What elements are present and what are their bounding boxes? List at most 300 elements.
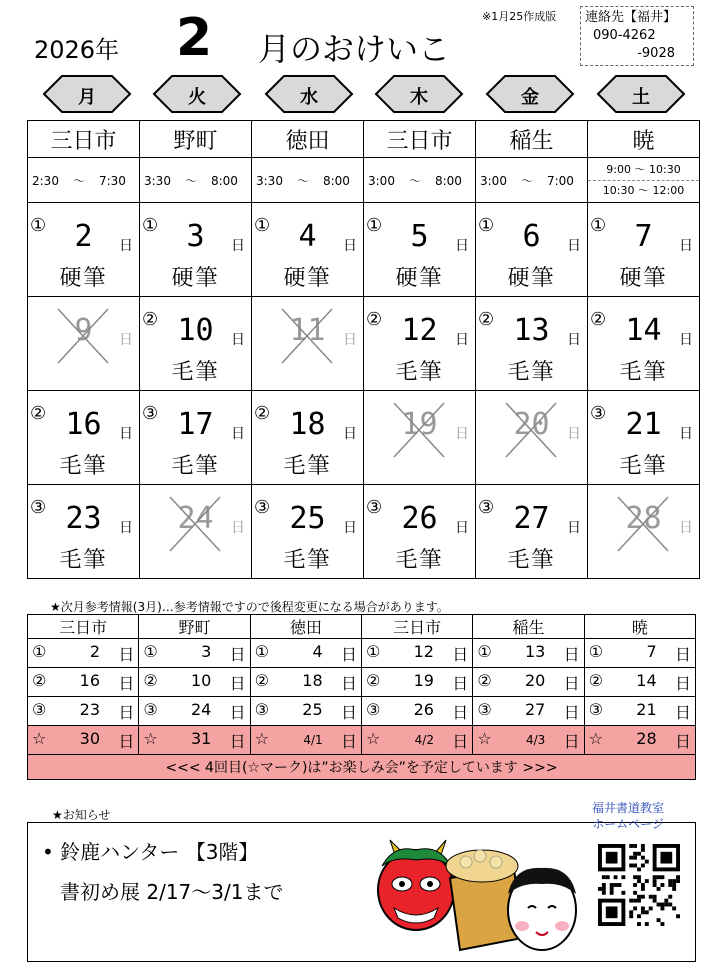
lesson-number: ☆ <box>143 728 158 748</box>
lesson-type: 毛筆 <box>507 548 556 573</box>
oni-icon <box>378 840 454 930</box>
lesson-number: ② <box>366 309 383 330</box>
next-month-cell <box>139 639 250 668</box>
page-title: 月のおけいこ <box>258 30 451 68</box>
day-number: 12 <box>401 313 438 348</box>
weekday-tab <box>264 74 354 114</box>
next-month-cell <box>473 697 584 726</box>
cancel-cross-icon <box>364 391 475 484</box>
day-box <box>588 203 699 296</box>
lesson-number: ② <box>477 670 492 690</box>
day-number: 20 <box>524 670 546 690</box>
lesson-number: ③ <box>30 497 47 518</box>
calendar-cell <box>476 297 588 391</box>
time-cell <box>364 158 476 203</box>
time-end: 8:00 <box>434 173 462 188</box>
day-suffix: 日 <box>229 731 246 751</box>
weekday-tab <box>485 74 575 114</box>
day-number: 10 <box>190 670 212 690</box>
lesson-number: ③ <box>142 403 159 424</box>
day-number: 26 <box>401 501 438 536</box>
day-number: 28 <box>636 728 657 748</box>
calendar-cell <box>364 203 476 297</box>
lesson-number: ① <box>478 215 495 236</box>
day-number: 12 <box>413 641 434 661</box>
next-month-cell <box>584 726 695 755</box>
day-suffix: 日 <box>343 238 357 254</box>
school-name: 福井書道教室 <box>592 801 665 815</box>
next-month-cell <box>473 639 584 668</box>
day-box <box>28 391 139 484</box>
lesson-number: ③ <box>143 699 158 719</box>
day-suffix: 日 <box>563 673 580 693</box>
day-number: 18 <box>289 407 326 442</box>
lesson-number: ① <box>142 215 159 236</box>
weekday-label: 木 <box>410 87 428 108</box>
lesson-type: 毛筆 <box>283 454 332 479</box>
weekday-label: 月 <box>78 87 96 108</box>
month-number: 2 <box>176 8 213 68</box>
day-suffix: 日 <box>118 702 135 722</box>
day-number: 2 <box>74 219 93 254</box>
next-location-cell: 暁 <box>584 615 695 639</box>
weekday-label: 水 <box>300 87 318 108</box>
day-box <box>588 485 699 578</box>
calendar-cell <box>28 485 140 579</box>
week-row <box>28 297 700 391</box>
lesson-number: ② <box>365 670 381 690</box>
next-month-row <box>28 668 696 697</box>
lesson-number: ☆ <box>477 728 492 748</box>
day-box <box>476 203 587 296</box>
day-number: 28 <box>625 501 662 536</box>
time-range <box>28 172 139 189</box>
time-cell <box>140 158 252 203</box>
time-cell <box>588 158 700 203</box>
day-number: 19 <box>401 407 438 442</box>
day-number: 4/1 <box>303 732 323 747</box>
day-box <box>364 297 475 390</box>
cancel-cross-icon <box>252 297 363 390</box>
next-month-cell <box>139 697 250 726</box>
lesson-number: ② <box>142 309 159 330</box>
day-number: 27 <box>513 501 550 536</box>
cancel-cross-icon <box>140 485 251 578</box>
day-number: 19 <box>413 670 434 690</box>
day-box <box>28 297 139 390</box>
event-note: <<< 4回目(☆マーク)は”お楽しみ会”を予定しています >>> <box>28 755 696 780</box>
location-cell: 三日市 <box>364 121 476 158</box>
calendar-cell <box>28 391 140 485</box>
day-number: 13 <box>524 641 546 661</box>
location-cell: 稲生 <box>476 121 588 158</box>
time-sep: ～ <box>184 173 197 188</box>
day-number: 6 <box>522 219 541 254</box>
lesson-number: ② <box>143 670 158 690</box>
day-number: 17 <box>177 407 214 442</box>
weekday-tab <box>596 74 686 114</box>
day-suffix: 日 <box>674 644 691 664</box>
calendar-cell <box>28 203 140 297</box>
day-number: 10 <box>177 313 214 348</box>
lesson-number: ② <box>588 670 603 690</box>
day-number: 23 <box>65 501 102 536</box>
day-box <box>476 485 587 578</box>
lesson-number: ☆ <box>588 728 603 748</box>
day-suffix: 日 <box>231 238 245 254</box>
day-number: 7 <box>646 641 657 661</box>
day-number: 16 <box>65 407 102 442</box>
next-month-row <box>28 697 696 726</box>
weekday-label: 土 <box>632 87 650 108</box>
time-start: 3:00 <box>480 173 507 188</box>
day-suffix: 日 <box>563 731 580 751</box>
contact-line: 090-4262 <box>593 28 656 43</box>
lesson-number: ③ <box>590 403 607 424</box>
day-suffix: 日 <box>455 426 469 442</box>
day-box <box>364 391 475 484</box>
schedule-table <box>27 120 700 579</box>
day-number: 4/2 <box>414 732 434 747</box>
lesson-type: 硬筆 <box>59 266 108 291</box>
day-suffix: 日 <box>229 702 246 722</box>
calendar-cell <box>364 297 476 391</box>
day-suffix: 日 <box>567 520 581 536</box>
location-cell: 野町 <box>140 121 252 158</box>
event-note-row <box>28 755 696 780</box>
day-suffix: 日 <box>567 426 581 442</box>
day-box <box>140 485 251 578</box>
calendar-cell <box>364 391 476 485</box>
calendar-cell <box>476 485 588 579</box>
calendar-cell <box>140 391 252 485</box>
week-row <box>28 391 700 485</box>
day-suffix: 日 <box>455 332 469 348</box>
day-suffix: 日 <box>119 238 133 254</box>
time-sep: ～ <box>72 173 85 188</box>
location-cell: 暁 <box>588 121 700 158</box>
day-number: 21 <box>625 407 662 442</box>
day-number: 21 <box>636 699 657 719</box>
lesson-number: ① <box>254 641 269 661</box>
day-number: 25 <box>302 699 323 719</box>
homepage-link[interactable] <box>592 800 664 832</box>
day-suffix: 日 <box>118 644 135 664</box>
next-month-cell <box>584 639 695 668</box>
day-number: 24 <box>177 501 214 536</box>
day-suffix: 日 <box>229 644 246 664</box>
time-end: 8:00 <box>322 173 350 188</box>
day-number: 27 <box>524 699 546 719</box>
day-number: 23 <box>79 699 100 719</box>
day-box <box>28 203 139 296</box>
next-month-cell <box>361 726 472 755</box>
day-number: 9 <box>74 313 93 348</box>
day-suffix: 日 <box>118 673 135 693</box>
cancel-cross-icon <box>588 485 699 578</box>
week-row <box>28 203 700 297</box>
day-suffix: 日 <box>679 332 693 348</box>
next-location-cell: 三日市 <box>28 615 139 639</box>
day-suffix: 日 <box>452 731 469 751</box>
next-month-cell <box>250 639 361 668</box>
homepage-label: ホームページ <box>592 817 664 831</box>
day-suffix: 日 <box>674 673 691 693</box>
calendar-cell <box>140 485 252 579</box>
day-number: 18 <box>302 670 323 690</box>
calendar-cell <box>588 485 700 579</box>
next-month-cell <box>361 697 472 726</box>
next-month-cell <box>139 726 250 755</box>
lesson-type: 毛筆 <box>507 360 556 385</box>
day-box <box>252 297 363 390</box>
next-month-cell <box>584 697 695 726</box>
next-month-cell <box>361 668 472 697</box>
time-end: 7:30 <box>98 173 126 188</box>
contact-box <box>580 6 694 66</box>
day-suffix: 日 <box>343 426 357 442</box>
day-box <box>252 485 363 578</box>
calendar-cell <box>140 203 252 297</box>
next-month-cell <box>250 668 361 697</box>
lesson-number: ① <box>588 641 603 661</box>
lesson-number: ① <box>590 215 607 236</box>
lesson-number: ② <box>254 670 269 690</box>
version-note: ※1月25作成版 <box>482 10 557 23</box>
lesson-number: ① <box>477 641 492 661</box>
day-suffix: 日 <box>563 702 580 722</box>
time-range <box>252 172 363 189</box>
lesson-type: 毛筆 <box>59 454 108 479</box>
contact-line: 連絡先【福井】 <box>585 10 677 25</box>
cancel-cross-icon <box>28 297 139 390</box>
day-number: 11 <box>289 313 326 348</box>
lesson-number: ☆ <box>254 728 269 748</box>
day-suffix: 日 <box>231 520 245 536</box>
day-box <box>364 485 475 578</box>
lesson-number: ① <box>254 215 271 236</box>
lesson-number: ② <box>30 403 47 424</box>
news-heading: ★お知らせ <box>52 808 111 822</box>
time-start: 3:30 <box>144 173 171 188</box>
location-cell: 徳田 <box>252 121 364 158</box>
day-suffix: 日 <box>118 731 135 751</box>
day-number: 3 <box>201 641 212 661</box>
lesson-number: ③ <box>32 699 47 719</box>
lesson-number: ③ <box>365 699 381 719</box>
time-range <box>364 172 475 189</box>
next-month-cell <box>473 726 584 755</box>
day-box <box>140 203 251 296</box>
next-location-cell: 三日市 <box>361 615 472 639</box>
day-box <box>588 391 699 484</box>
calendar-cell <box>252 485 364 579</box>
time-start: 3:30 <box>256 173 283 188</box>
day-number: 14 <box>636 670 657 690</box>
time-start: 3:00 <box>368 173 395 188</box>
lesson-type: 硬筆 <box>171 266 220 291</box>
contact-line: -9028 <box>637 46 675 61</box>
day-suffix: 日 <box>563 644 580 664</box>
next-month-row <box>28 639 696 668</box>
day-number: 4/3 <box>526 732 546 747</box>
time-range <box>476 172 587 189</box>
next-month-cell <box>584 668 695 697</box>
lesson-number: ① <box>143 641 158 661</box>
okame-icon <box>508 868 576 950</box>
day-number: 31 <box>190 728 212 748</box>
time-end: 7:00 <box>546 173 574 188</box>
day-number: 26 <box>413 699 434 719</box>
next-location-cell: 野町 <box>139 615 250 639</box>
day-suffix: 日 <box>231 426 245 442</box>
day-number: 7 <box>634 219 653 254</box>
location-row <box>28 121 700 158</box>
next-month-cell <box>250 697 361 726</box>
time-row <box>28 158 700 203</box>
week-row <box>28 485 700 579</box>
lesson-number: ① <box>365 641 381 661</box>
day-suffix: 日 <box>343 332 357 348</box>
time-end: 8:00 <box>210 173 238 188</box>
day-number: 2 <box>89 641 100 661</box>
time-sep: ～ <box>408 173 421 188</box>
day-suffix: 日 <box>229 673 246 693</box>
day-number: 25 <box>289 501 326 536</box>
lesson-type: 硬筆 <box>395 266 444 291</box>
day-suffix: 日 <box>119 520 133 536</box>
location-cell: 三日市 <box>28 121 140 158</box>
day-number: 24 <box>190 699 212 719</box>
day-suffix: 日 <box>679 238 693 254</box>
time-cell <box>252 158 364 203</box>
day-suffix: 日 <box>119 332 133 348</box>
day-number: 13 <box>513 313 550 348</box>
day-box <box>476 297 587 390</box>
news-item: • 鈴鹿ハンター 【3階】 <box>42 840 259 864</box>
day-suffix: 日 <box>119 426 133 442</box>
day-suffix: 日 <box>340 644 357 664</box>
next-month-cell <box>28 726 139 755</box>
day-number: 30 <box>79 728 100 748</box>
day-box <box>140 391 251 484</box>
next-location-cell: 徳田 <box>250 615 361 639</box>
lesson-number: ② <box>590 309 607 330</box>
calendar-cell <box>252 203 364 297</box>
calendar-cell <box>252 297 364 391</box>
day-suffix: 日 <box>455 520 469 536</box>
day-suffix: 日 <box>567 332 581 348</box>
lesson-number: ① <box>366 215 383 236</box>
qr-code-icon[interactable] <box>598 844 680 926</box>
calendar-cell <box>588 297 700 391</box>
day-suffix: 日 <box>455 238 469 254</box>
day-number: 4 <box>312 641 323 661</box>
day-number: 16 <box>79 670 100 690</box>
calendar-cell <box>588 203 700 297</box>
calendar-cell <box>476 391 588 485</box>
lesson-type: 硬筆 <box>507 266 556 291</box>
next-month-cell <box>250 726 361 755</box>
day-suffix: 日 <box>674 731 691 751</box>
lesson-type: 硬筆 <box>619 266 668 291</box>
day-suffix: 日 <box>674 702 691 722</box>
day-suffix: 日 <box>679 426 693 442</box>
weekday-label: 金 <box>521 87 539 108</box>
lesson-number: ③ <box>478 497 495 518</box>
calendar-cell <box>364 485 476 579</box>
next-month-cell <box>473 668 584 697</box>
day-suffix: 日 <box>679 520 693 536</box>
next-month-cell <box>28 668 139 697</box>
time-cell <box>476 158 588 203</box>
time-cell <box>28 158 140 203</box>
lesson-number: ② <box>478 309 495 330</box>
lesson-type: 硬筆 <box>283 266 332 291</box>
lesson-type: 毛筆 <box>283 548 332 573</box>
day-box <box>364 203 475 296</box>
day-number: 4 <box>298 219 317 254</box>
lesson-number: ③ <box>254 497 271 518</box>
day-suffix: 日 <box>340 673 357 693</box>
cancel-cross-icon <box>476 391 587 484</box>
calendar-cell <box>476 203 588 297</box>
time-start: 2:30 <box>32 173 59 188</box>
day-box <box>588 297 699 390</box>
time-sep: ～ <box>520 173 533 188</box>
day-suffix: 日 <box>452 702 469 722</box>
day-number: 5 <box>410 219 429 254</box>
next-month-header <box>28 615 696 639</box>
calendar-cell <box>252 391 364 485</box>
lesson-number: ① <box>32 641 47 661</box>
next-month-cell <box>28 639 139 668</box>
time-range: 9:00 ～ 10:30 <box>606 162 681 176</box>
calendar-cell <box>140 297 252 391</box>
calendar-cell <box>588 391 700 485</box>
day-number: 14 <box>625 313 662 348</box>
lesson-type: 毛筆 <box>171 454 220 479</box>
day-suffix: 日 <box>452 644 469 664</box>
time-sep: ～ <box>296 173 309 188</box>
next-location-cell: 稲生 <box>473 615 584 639</box>
day-box <box>140 297 251 390</box>
lesson-type: 毛筆 <box>395 548 444 573</box>
next-month-cell <box>139 668 250 697</box>
day-suffix: 日 <box>343 520 357 536</box>
day-number: 3 <box>186 219 205 254</box>
lesson-number: ③ <box>588 699 603 719</box>
year-label: 2026年 <box>34 36 120 64</box>
time-range: 10:30 ～ 12:00 <box>588 180 699 201</box>
day-box <box>28 485 139 578</box>
day-box <box>476 391 587 484</box>
next-month-table <box>27 614 696 780</box>
day-suffix: 日 <box>452 673 469 693</box>
next-month-row <box>28 726 696 755</box>
time-range <box>140 172 251 189</box>
mascot-illustration <box>374 838 584 958</box>
lesson-number: ③ <box>366 497 383 518</box>
lesson-type: 毛筆 <box>619 360 668 385</box>
day-suffix: 日 <box>340 702 357 722</box>
next-month-cell <box>28 697 139 726</box>
day-box <box>252 203 363 296</box>
lesson-number: ③ <box>477 699 492 719</box>
lesson-type: 毛筆 <box>59 548 108 573</box>
weekday-tab <box>152 74 242 114</box>
day-box <box>252 391 363 484</box>
